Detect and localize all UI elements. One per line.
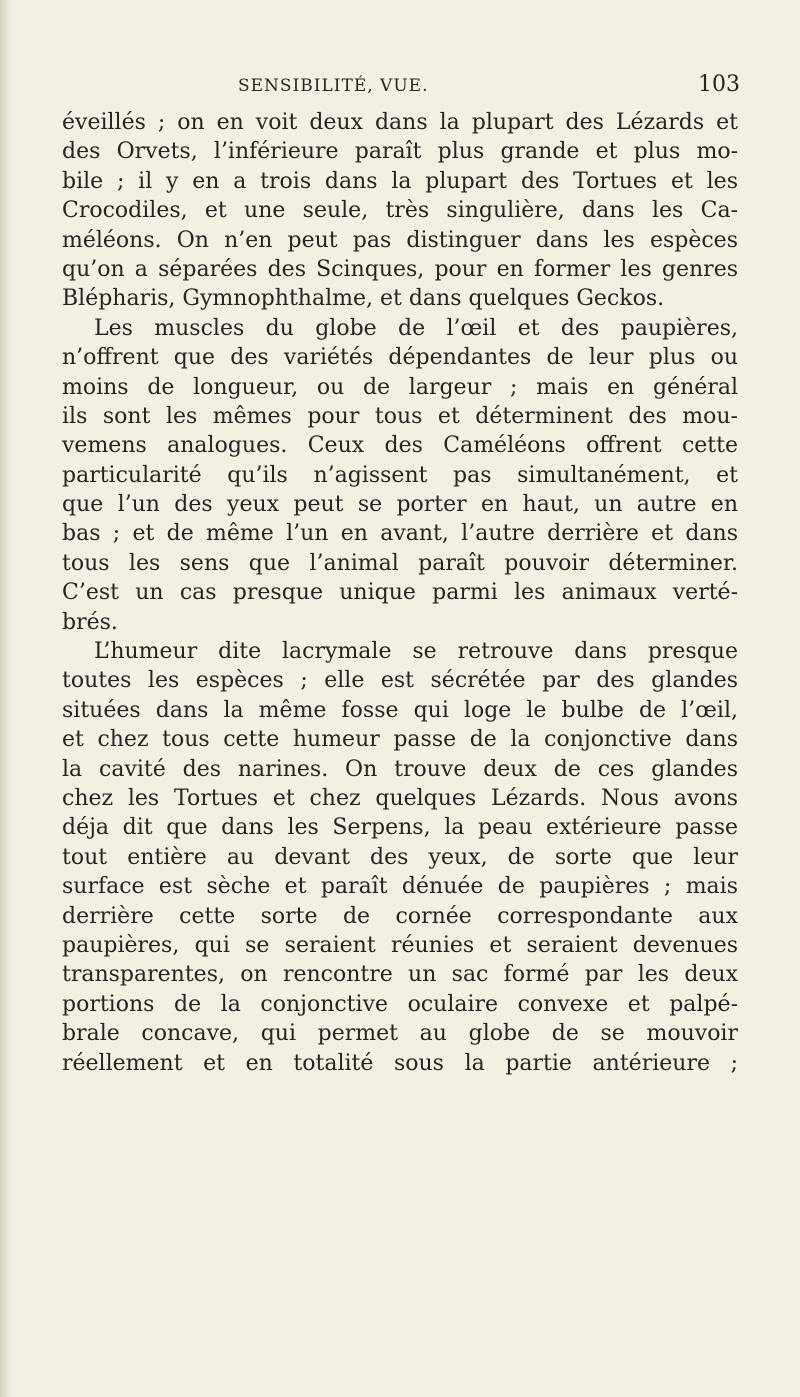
text-line: particularité qu’ils n’agissent pas simultanément, et [62,462,738,488]
body-text [62,108,738,1078]
text-line: paupières, qui se seraient réunies et seraient devenues [62,932,738,958]
text-line: bile ; il y en a trois dans la plupart des Tortues et les [62,168,738,194]
text-line: L’humeur dite lacrymale se retrouve dans presque [94,639,738,665]
text-line: ils sont les mêmes pour tous et déterminent des mou- [62,403,738,429]
text-line: que l’un des yeux peut se porter en haut, un autre en [62,492,738,518]
text-line: moins de longueur, ou de largeur ; mais en général [62,374,738,400]
text-line: Les muscles du globe de l’œil et des paupières, [94,315,738,341]
text-line: transparentes, on rencontre un sac formé par les deux [62,962,738,988]
text-line: Crocodiles, et une seule, très singulière, dans les Ca- [62,198,738,224]
text-line: brés. [62,609,118,635]
text-line: Blépharis, Gymnophthalme, et dans quelques Geckos. [62,286,665,312]
text-line: vemens analogues. Ceux des Caméléons offrent cette [62,433,738,459]
text-line: surface est sèche et paraît dénuée de paupières ; mais [62,874,738,900]
text-line: derrière cette sorte de cornée correspondante aux [62,903,738,929]
text-line: et chez tous cette humeur passe de la conjonctive dans [62,727,738,753]
text-line: éveillés ; on en voit deux dans la plupart des Lézards et [62,110,738,135]
text-line: bas ; et de même l’un en avant, l’autre derrière et dans [62,521,738,547]
text-line: méléons. On n’en peut pas distinguer dans les espèces [62,227,738,253]
page-header [238,72,740,106]
text-line: n’offrent que des variétés dépendantes de leur plus ou [62,345,738,371]
text-line: situées dans la même fosse qui loge le bulbe de l’œil, [62,697,738,723]
text-line: déja dit que dans les Serpens, la peau extérieure passe [62,815,738,841]
page-number: 103 [698,72,740,97]
page-binding-edge [0,0,14,1397]
text-line: des Orvets, l’inférieure paraît plus grande et plus mo- [62,139,738,165]
text-line: tous les sens que l’animal paraît pouvoir déterminer. [62,550,738,576]
text-line: tout entière au devant des yeux, de sorte que leur [62,844,738,870]
text-line: la cavité des narines. On trouve deux de ces glandes [62,756,738,782]
running-head: SENSIBILITÉ, VUE. [238,76,429,96]
text-line: qu’on a séparées des Scinques, pour en former les genres [62,256,738,282]
text-line: chez les Tortues et chez quelques Lézards. Nous avons [62,785,738,811]
text-line: C’est un cas presque unique parmi les animaux verté- [62,580,738,606]
text-line: réellement et en totalité sous la partie antérieure ; [62,1050,738,1076]
text-line: portions de la conjonctive oculaire convexe et palpé- [62,991,738,1017]
text-line: brale concave, qui permet au globe de se mouvoir [62,1021,738,1047]
text-line: toutes les espèces ; elle est sécrétée par des glandes [62,668,738,694]
